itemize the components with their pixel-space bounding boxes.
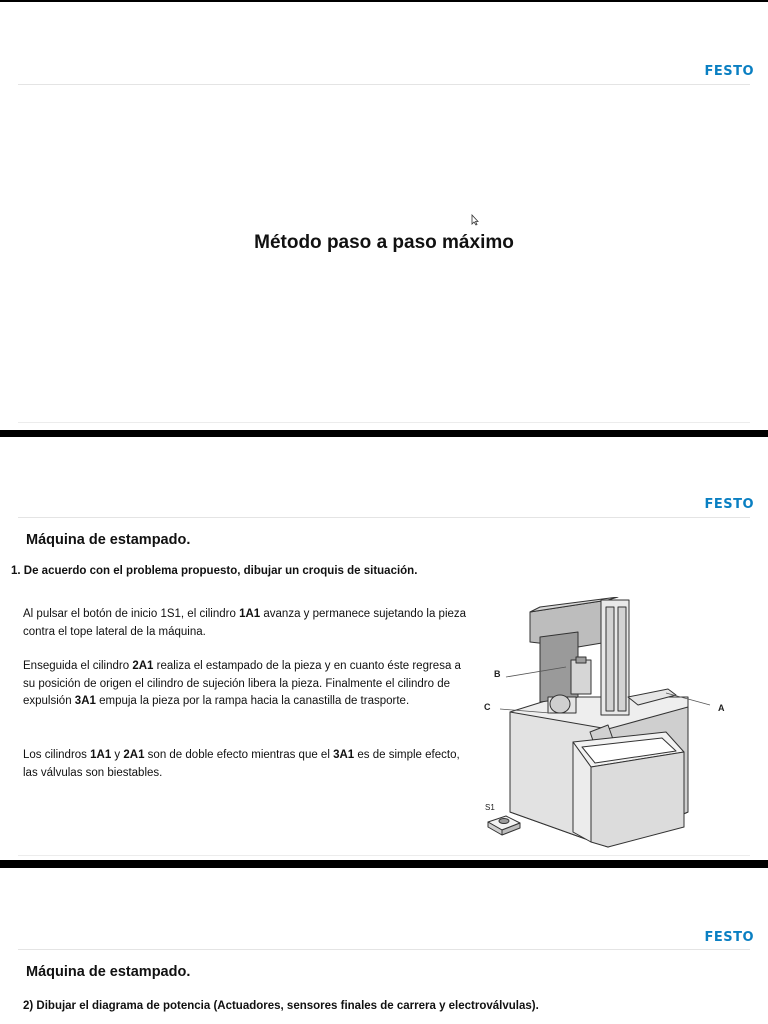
- footer-divider: [18, 855, 750, 856]
- festo-logo: FESTO: [704, 930, 754, 945]
- figure-label-c: C: [484, 702, 491, 712]
- header-divider: [18, 517, 750, 518]
- slide-problem: [0, 437, 768, 860]
- step-instruction: 1. De acuerdo con el problema propuesto, dibujar un croquis de situación.: [11, 565, 418, 577]
- festo-logo: FESTO: [704, 497, 754, 512]
- description-paragraph-2: Enseguida el cilindro 2A1 realiza el estampado de la pieza y en cuanto éste regresa a su posición de origen el cilindro de sujeción libera la pieza. Finalmente el cilindro de expulsión 3A1 empuja la pieza por la rampa hacia la canastilla de trasporte.: [23, 660, 461, 707]
- description-paragraph-3: Los cilindros 1A1 y 2A1 son de doble efecto mientras que el 3A1 es de simple efecto, las válvulas son biestables.: [23, 749, 460, 779]
- component-id: 1A1: [90, 749, 112, 761]
- header-divider: [18, 84, 750, 85]
- footer-divider: [18, 422, 750, 423]
- component-id: 1A1: [239, 608, 261, 620]
- description-paragraph-1: Al pulsar el botón de inicio 1S1, el cilindro 1A1 avanza y permanece sujetando la pieza contra el tope lateral de la máquina.: [23, 608, 467, 638]
- component-id: 2A1: [132, 660, 154, 672]
- slide-power-diagram: [0, 868, 768, 1024]
- figure-label-b: B: [494, 669, 501, 679]
- stamping-machine-illustration: [478, 597, 748, 855]
- section-heading: Máquina de estampado.: [26, 964, 191, 980]
- figure-label-a: A: [718, 703, 725, 713]
- slide-title: [0, 2, 768, 430]
- component-id: 3A1: [333, 749, 355, 761]
- section-heading: Máquina de estampado.: [26, 532, 191, 548]
- header-divider: [18, 949, 750, 950]
- step-instruction: 2) Dibujar el diagrama de potencia (Actuadores, sensores finales de carrera y electroválvulas).: [23, 1000, 539, 1012]
- slide-title-text: Método paso a paso máximo: [254, 232, 514, 253]
- festo-logo: FESTO: [704, 64, 754, 79]
- figure-label-s1: S1: [485, 803, 495, 812]
- component-id: 2A1: [123, 749, 145, 761]
- mouse-cursor-icon: [471, 214, 479, 226]
- component-id: 3A1: [74, 695, 96, 707]
